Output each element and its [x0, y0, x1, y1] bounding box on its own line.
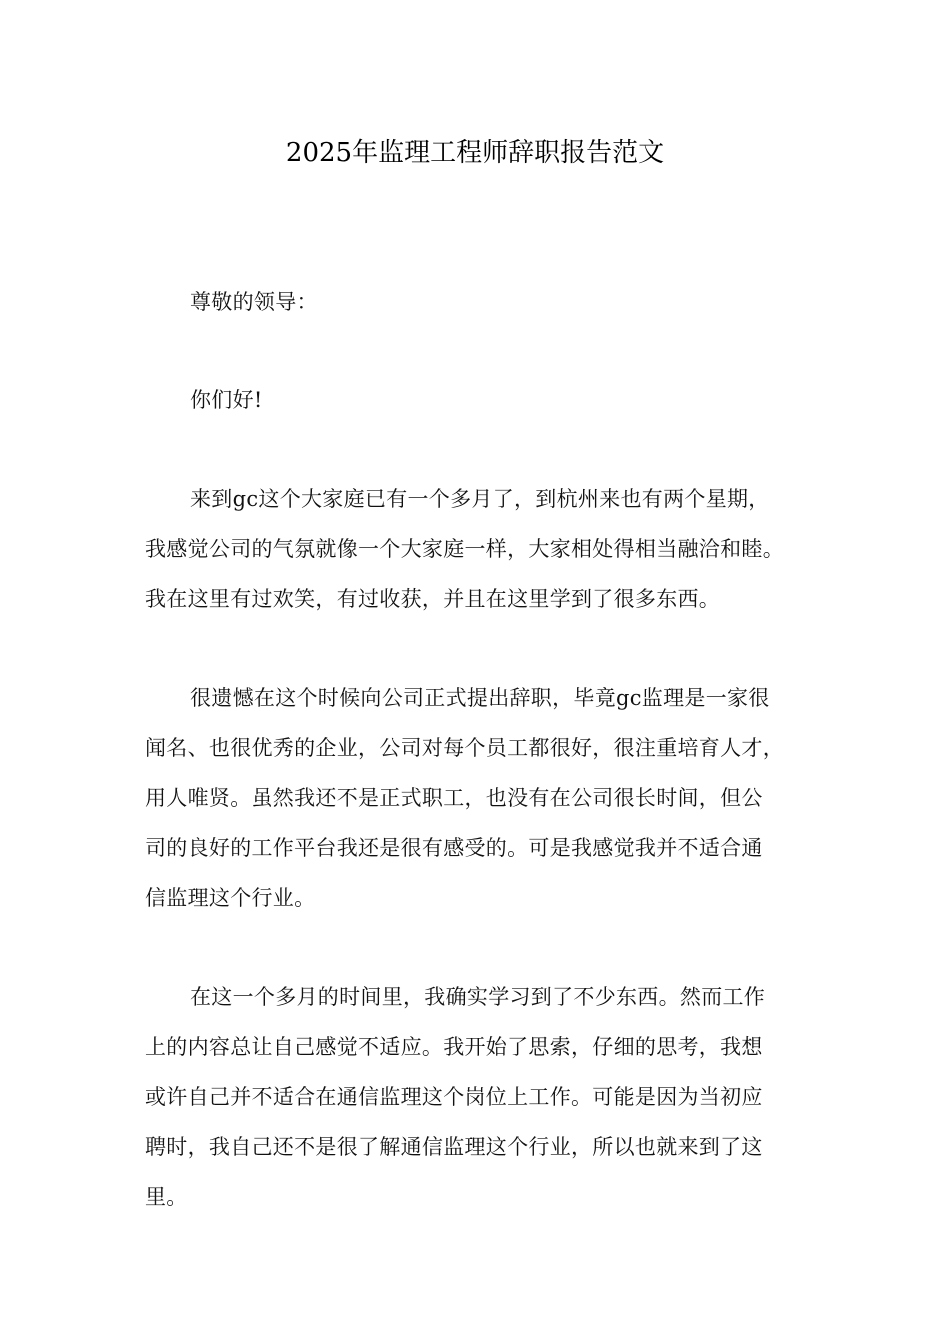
paragraph-line: 用人唯贤。虽然我还不是正式职工，也没有在公司很长时间，但公: [145, 786, 763, 810]
paragraph-line: 在这一个多月的时间里，我确实学习到了不少东西。然而工作: [190, 985, 766, 1009]
body-paragraph-2: [145, 673, 810, 923]
paragraph-line: 聘时，我自己还不是很了解通信监理这个行业，所以也就来到了这: [145, 1135, 763, 1159]
paragraph-line: 来到gc这个大家庭已有一个多月了，到杭州来也有两个星期，: [190, 487, 770, 511]
paragraph-line: 尊敬的领导：: [190, 290, 318, 314]
body-paragraph-3: [145, 972, 810, 1222]
salutation-paragraph: [145, 277, 810, 327]
paragraph-line: 信监理这个行业。: [145, 886, 316, 910]
paragraph-line: 很遗憾在这个时候向公司正式提出辞职，毕竟gc监理是一家很: [190, 686, 770, 710]
paragraph-line: 或许自己并不适合在通信监理这个岗位上工作。可能是因为当初应: [145, 1085, 763, 1109]
paragraph-line: 我感觉公司的气氛就像一个大家庭一样，大家相处得相当融洽和睦。: [145, 537, 784, 561]
paragraph-line: 司的良好的工作平台我还是很有感受的。可是我感觉我并不适合通: [145, 836, 763, 860]
body-paragraph-1: [145, 474, 810, 624]
paragraph-line: 上的内容总让自己感觉不适应。我开始了思索，仔细的思考，我想: [145, 1035, 763, 1059]
paragraph-line: 闻名、也很优秀的企业，公司对每个员工都很好，很注重培育人才，: [145, 736, 784, 760]
document-title: 2025年监理工程师辞职报告范文: [285, 138, 665, 168]
greeting-paragraph: [145, 375, 810, 425]
paragraph-line: 里。: [145, 1185, 188, 1209]
paragraph-line: 我在这里有过欢笑，有过收获，并且在这里学到了很多东西。: [145, 587, 721, 611]
paragraph-line: 你们好!: [190, 388, 263, 412]
